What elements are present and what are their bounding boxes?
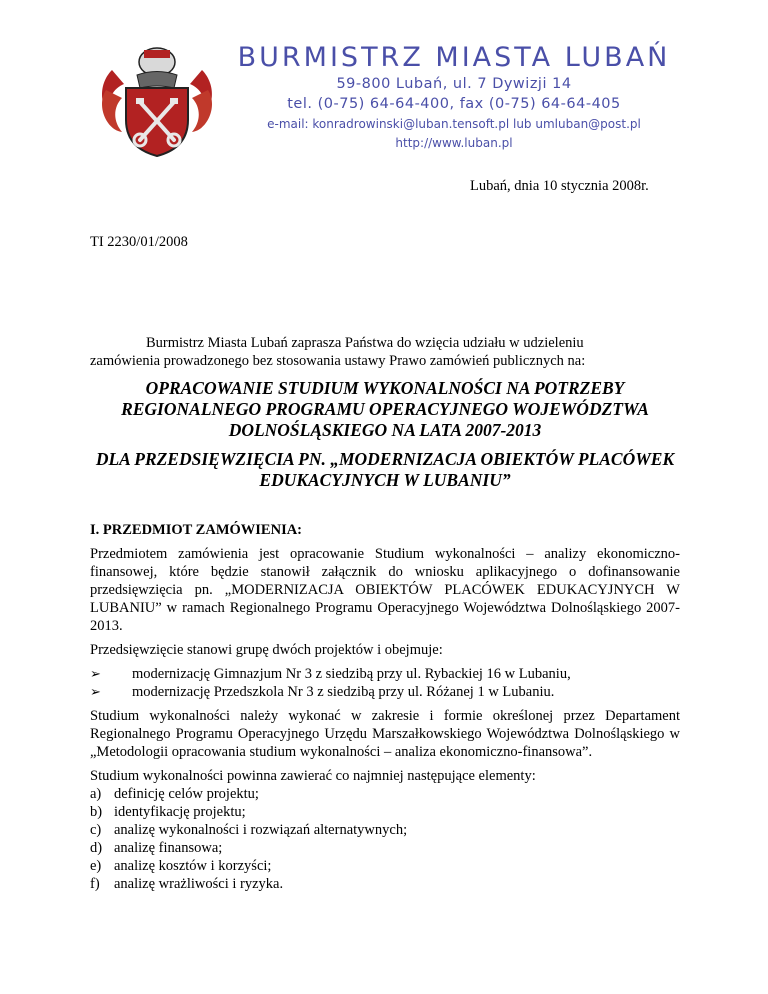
- list-item: [90, 683, 680, 701]
- coat-of-arms-icon: [92, 40, 222, 160]
- list-item-text: analizę finansowa;: [114, 840, 223, 856]
- list-item: [90, 665, 680, 683]
- list-item: [90, 803, 680, 821]
- list-item: [90, 875, 680, 893]
- list-item-text: definicję celów projektu;: [114, 786, 259, 802]
- office-title: BURMISTRZ MIASTA LUBAŃ: [237, 42, 671, 73]
- section-subject: [90, 521, 680, 893]
- paragraph: Studium wykonalności powinna zawierać co najmniej następujące elementy:: [90, 768, 536, 784]
- list-item: [90, 839, 680, 857]
- title-part-1: OPRACOWANIE STUDIUM WYKONALNOŚCI NA POTRZEBY REGIONALNEGO PROGRAMU OPERACYJNEGO WOJEWÓDZTWA DOLNOŚLĄSKIEGO NA LATA 2007-2013: [121, 378, 649, 440]
- list-label: f): [90, 876, 100, 892]
- office-email[interactable]: e-mail: konradrowinski@luban.tensoft.pl lub umluban@post.pl: [267, 117, 641, 131]
- office-website[interactable]: http://www.luban.pl: [395, 136, 513, 150]
- project-list: [90, 665, 680, 701]
- intro-line: zamówienia prowadzonego bez stosowania ustawy Prawo zamówień publicznych na:: [90, 353, 586, 369]
- arrow-bullet-icon: ➢: [90, 684, 101, 699]
- intro-line: Burmistrz Miasta Lubań zaprasza Państwa do wzięcia udziału w udzieleniu: [146, 335, 584, 351]
- letterhead: [92, 40, 676, 160]
- paragraph: Przedmiotem zamówienia jest opracowanie Studium wykonalności – analizy ekonomiczno-finansowej, które będzie stanowił załącznik do wniosku aplikacyjnego o dofinansowanie przedsięwzięcia pn. „MODERNIZACJA OBIEKTÓW PLACÓWEK EDUKACYJNYCH W LUBANIU” w ramach Regionalnego Programu Operacyjnego Województwa Dolnośląskiego 2007-2013.: [90, 546, 680, 634]
- section-heading: I. PRZEDMIOT ZAMÓWIENIA:: [90, 522, 303, 538]
- list-item-text: identyfikację projektu;: [114, 804, 246, 820]
- list-label: b): [90, 804, 103, 820]
- office-phone: tel. (0-75) 64-64-400, fax (0-75) 64-64-405: [287, 96, 621, 112]
- list-item-text: modernizację Gimnazjum Nr 3 z siedzibą przy ul. Rybackiej 16 w Lubaniu,: [132, 666, 571, 682]
- title-part-2: DLA PRZEDSIĘWZIĘCIA PN. „MODERNIZACJA OBIEKTÓW PLACÓWEK EDUKACYJNYCH W LUBANIU”: [95, 449, 675, 490]
- list-label: c): [90, 822, 102, 838]
- arrow-bullet-icon: ➢: [90, 666, 101, 681]
- document-date: Lubań, dnia 10 stycznia 2008r.: [470, 178, 649, 194]
- list-label: e): [90, 858, 102, 874]
- list-item-text: modernizację Przedszkola Nr 3 z siedzibą przy ul. Różanej 1 w Lubaniu.: [132, 684, 555, 700]
- list-label: a): [90, 786, 102, 802]
- list-item: [90, 857, 680, 875]
- intro-paragraph: [90, 334, 680, 370]
- paragraph: Studium wykonalności należy wykonać w zakresie i formie określonej przez Departament Regionalnego Programu Operacyjnego Urzędu Marszałkowskiego Województwa Dolnośląskiego w „Metodologii opracowania studium wykonalności – analiza ekonomiczno-finansowa”.: [90, 708, 680, 760]
- reference-number: TI 2230/01/2008: [90, 234, 188, 250]
- letterhead-text: [232, 40, 676, 152]
- list-item-text: analizę kosztów i korzyści;: [114, 858, 272, 874]
- elements-list: [90, 785, 680, 893]
- paragraph: Przedsięwzięcie stanowi grupę dwóch projektów i obejmuje:: [90, 642, 443, 658]
- procurement-title: [90, 378, 680, 491]
- list-item: [90, 821, 680, 839]
- list-item-text: analizę wrażliwości i ryzyka.: [114, 876, 284, 892]
- list-item: [90, 785, 680, 803]
- office-address: 59-800 Lubań, ul. 7 Dywizji 14: [336, 76, 572, 92]
- list-label: d): [90, 840, 103, 856]
- list-item-text: analizę wykonalności i rozwiązań alternatywnych;: [114, 822, 408, 838]
